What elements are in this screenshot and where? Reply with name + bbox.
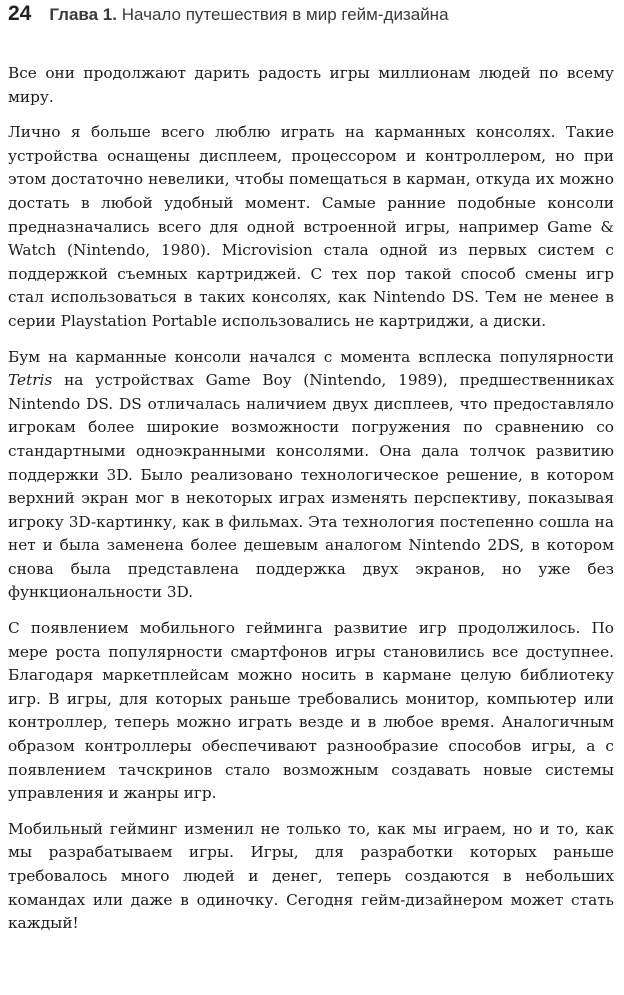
paragraph-5: Мобильный гейминг изменил не только то, как мы играем, но и то, как мы разрабатываем игры. Игры, для разработки которых раньше требовалось много людей и денег, теперь создаются в небольших командах или даже в одиночку. Сегодня гейм-дизайнером может стать каждый! bbox=[8, 819, 614, 933]
chapter-label: Глава 1. bbox=[49, 5, 117, 24]
paragraph-3 bbox=[8, 346, 614, 606]
running-head bbox=[49, 5, 448, 25]
page-header bbox=[8, 2, 449, 30]
paragraph-1: Все они продолжают дарить радость игры миллионам людей по всему миру. bbox=[8, 64, 614, 106]
paragraph-3-rest: на устройствах Game Boy (Nintendo, 1989), предшественниках Nintendo DS. DS отличалась наличием двух дисплеев, что предоставляло игрокам более широкие возможности погружения по сравнению со стандартными одноэкранными консолями. Она дала толчок развитию поддержки 3D. Было реализовано технологическое решение, в котором верхний экран мог в некоторых играх изменять перспективу, показывая игроку 3D-картинку, как в фильмах. Эта технология постепенно сошла на нет и была заменена более дешевым аналогом Nintendo 2DS, в котором снова была представлена поддержка двух экранов, но уже без функциональности 3D. bbox=[8, 371, 614, 602]
body-text bbox=[8, 62, 614, 936]
page-number: 24 bbox=[8, 2, 32, 25]
paragraph-2: Лично я больше всего люблю играть на карманных консолях. Такие устройства оснащены дисплеем, процессором и контроллером, но при этом достаточно невелики, чтобы помещаться в карман, откуда их можно достать в любой удобный момент. Самые ранние подобные консоли предназначались всего для одной встроенной игры, например Game & Watch (Nintendo, 1980). Microvision стала одной из первых систем с поддержкой съемных картриджей. С тех пор такой способ смены игр стал использоваться в таких консолях, как Nintendo DS. Тем не менее в серии Playstation Portable использовались не картриджи, а диски. bbox=[8, 123, 614, 330]
paragraph-4: С появлением мобильного гейминга развитие игр продолжилось. По мере роста популярности смартфонов игры становились все доступнее. Благодаря маркетплейсам можно носить в кармане целую библиотеку игр. В игры, для которых раньше требовались монитор, компьютер или контроллер, теперь можно играть везде и в любое время. Аналогичным образом контроллеры обеспечивают разнообразие способов игры, а с появлением тачскринов стало возможным создавать новые системы управления и жанры игр. bbox=[8, 619, 614, 803]
chapter-title: Начало путешествия в мир гейм-дизайна bbox=[121, 5, 449, 24]
tetris-title: Tetris bbox=[8, 371, 53, 390]
paragraph-3-start: Бум на карманные консоли начался с момента всплеска популярности bbox=[8, 347, 614, 366]
